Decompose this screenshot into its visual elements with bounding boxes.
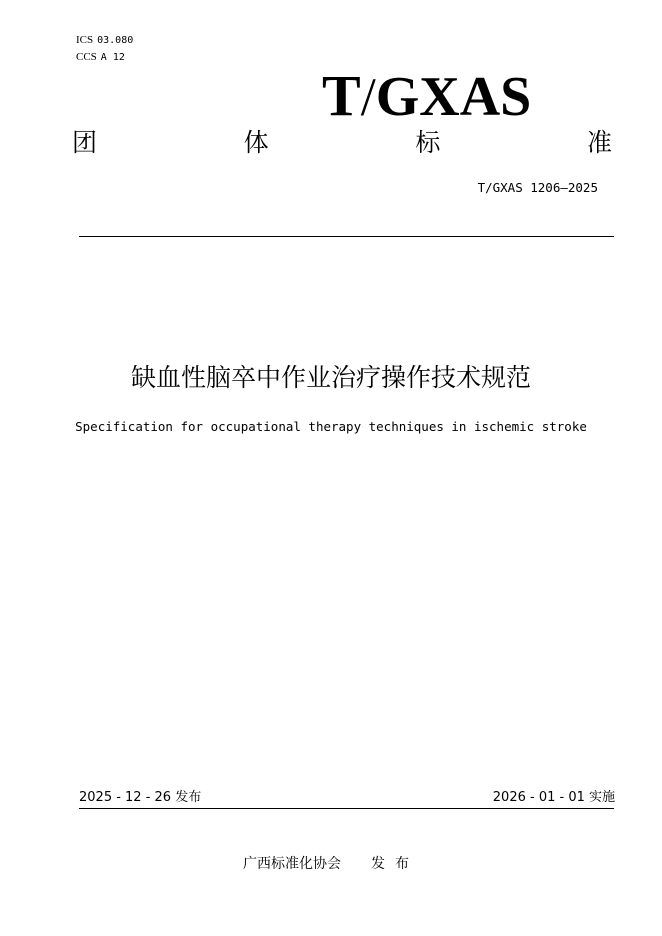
publish-date: 2025 - 12 - 26 发布 [79, 790, 202, 805]
ccs-code: A 12 [100, 52, 125, 63]
group-title-char: 标 [415, 128, 441, 157]
standard-logo [322, 63, 532, 128]
ics-line [76, 32, 133, 49]
logo-gxas: GXAS [375, 66, 532, 128]
logo-t: T [322, 63, 361, 128]
document-title-chinese: 缺血性脑卒中作业治疗操作技术规范 [130, 363, 531, 392]
document-title-english: Specification for occupational therapy techniques in ischemic stroke [75, 419, 587, 434]
ccs-line [76, 49, 133, 66]
group-title-char: 团 [72, 128, 98, 157]
footer-divider [79, 808, 614, 809]
classification-codes [76, 32, 133, 66]
publish-word: 发布 [371, 856, 419, 872]
implement-date: 2026 - 01 - 01 实施 [492, 790, 615, 805]
publisher-name: 广西标准化协会 [243, 856, 341, 872]
group-standard-title [72, 126, 612, 160]
ccs-label: CCS [76, 51, 97, 63]
header-divider [79, 236, 614, 237]
ics-code: 03.080 [97, 35, 134, 46]
publisher-line [0, 854, 662, 874]
ics-label: ICS [76, 34, 94, 46]
logo-slash: / [360, 67, 376, 127]
standard-number: T/GXAS 1206—2025 [477, 180, 598, 195]
group-title-char: 体 [243, 128, 269, 157]
group-title-char: 准 [586, 128, 612, 157]
